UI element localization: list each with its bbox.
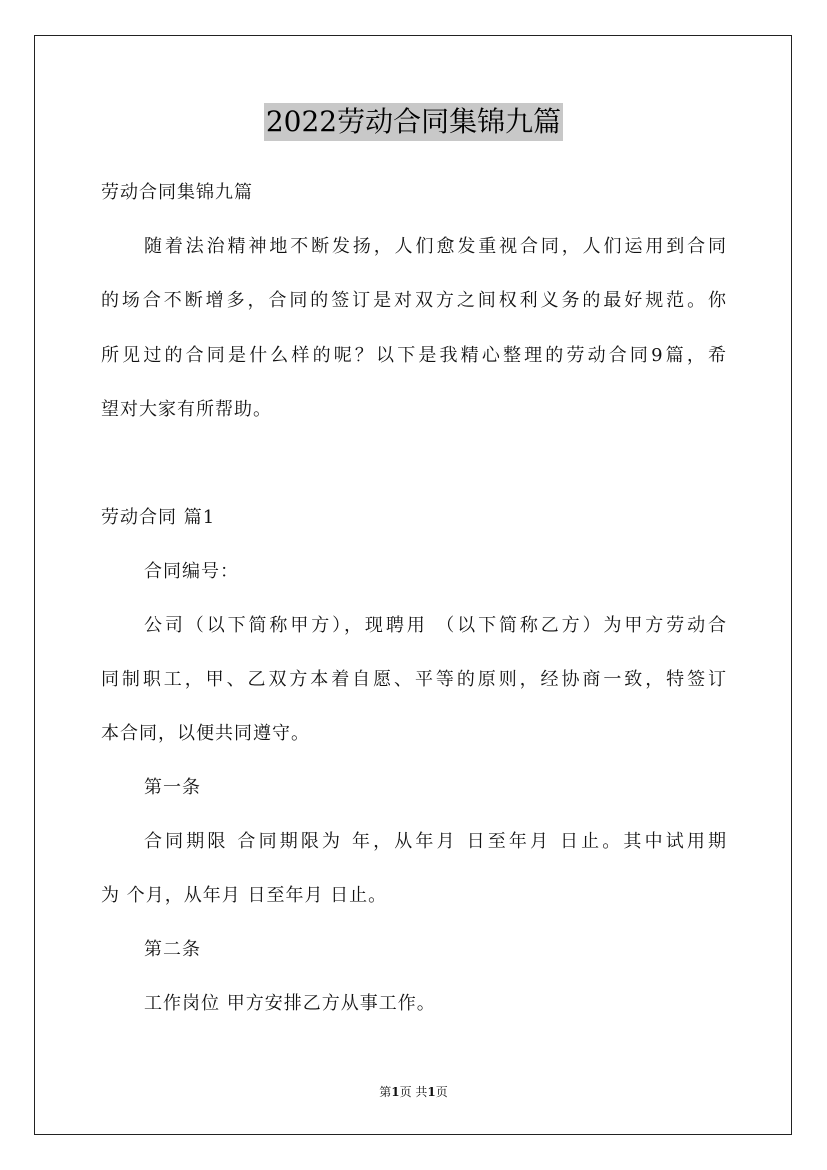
footer-page-prefix: 第 [379,1085,392,1099]
article-2-line: 工作岗位 甲方安排乙方从事工作。 [144,993,436,1014]
footer-page-number: 1 [391,1085,400,1099]
intro-line-4: 望对大家有所帮助。 [101,399,272,420]
article-1-heading: 第一条 [144,777,201,798]
section-heading: 劳动合同 篇1 [101,507,216,528]
intro-line-2: 的场合不断增多，合同的签订是对双方之间权利义务的最好规范。你 [101,290,727,311]
preamble-line-2: 同制职工，甲、乙双方本着自愿、平等的原则，经协商一致，特签订 [101,669,727,690]
article-1-line-2: 为 个月，从年月 日至年月 日止。 [101,885,388,906]
intro-line-3: 所见过的合同是什么样的呢？以下是我精心整理的劳动合同9篇，希 [101,345,727,366]
intro-line-1: 随着法治精神地不断发扬，人们愈发重视合同，人们运用到合同 [144,236,727,257]
document-title: 2022劳动合同集锦九篇 [264,103,563,141]
page-footer [0,1084,827,1100]
article-2-heading: 第二条 [144,939,201,960]
title-container [0,103,827,141]
footer-page-mid: 页 共 [399,1085,428,1099]
preamble-line-3: 本合同，以便共同遵守。 [101,723,310,744]
document-subtitle: 劳动合同集锦九篇 [101,182,253,203]
footer-page-suffix: 页 [435,1085,448,1099]
article-1-line-1: 合同期限 合同期限为 年，从年月 日至年月 日止。其中试用期 [144,831,727,852]
preamble-line-1: 公司（以下简称甲方），现聘用 （以下简称乙方）为甲方劳动合 [144,615,727,636]
footer-page-total: 1 [427,1085,436,1099]
contract-number-label: 合同编号： [144,561,239,582]
